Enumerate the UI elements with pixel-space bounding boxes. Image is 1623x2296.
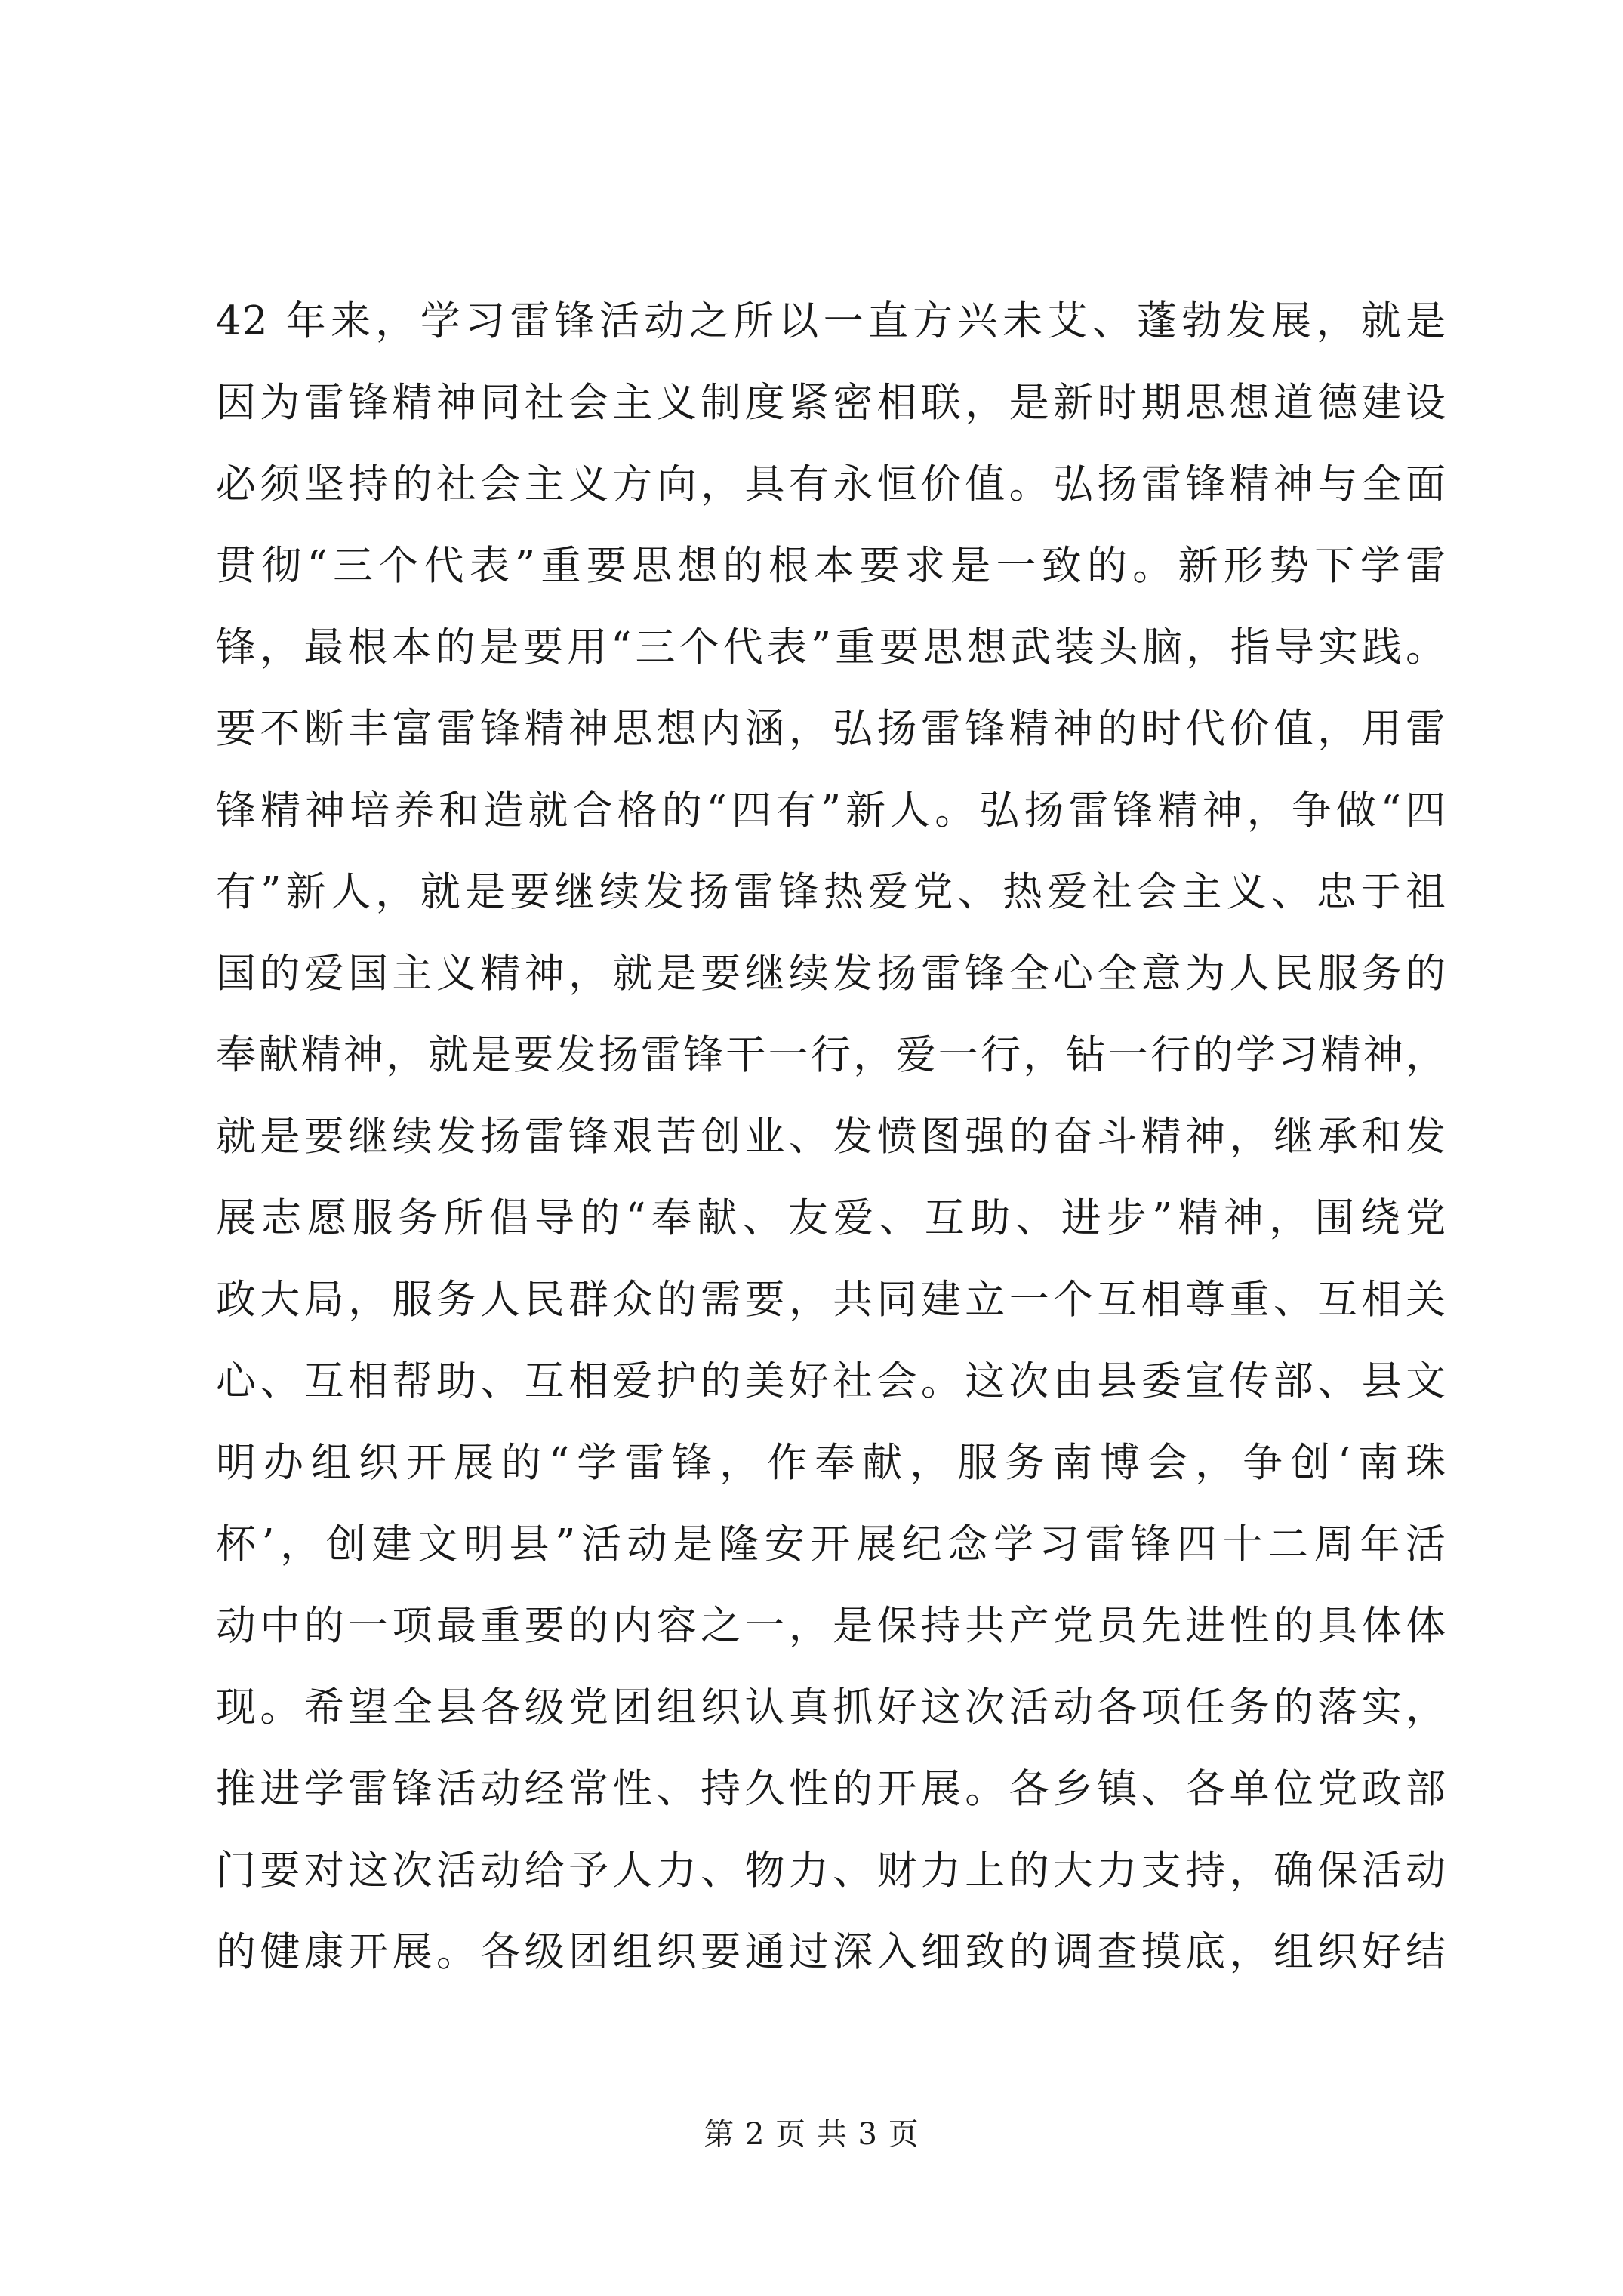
text-line: 动中的一项最重要的内容之一，是保持共产党员先进性的具体体 [216,1603,1446,1649]
body-text [216,281,1446,1993]
text-line: 现。希望全县各级党团组织认真抓好这次活动各项任务的落实， [216,1684,1446,1730]
text-line: 推进学雷锋活动经常性、持久性的开展。各乡镇、各单位党政部 [216,1766,1446,1812]
text-line: 锋精神培养和造就合格的“四有”新人。弘扬雷锋精神，争做“四 [216,787,1446,834]
text-line: 42 年来，学习雷锋活动之所以一直方兴未艾、蓬勃发展，就是 [216,298,1446,344]
text-line: 杯’，创建文明县”活动是隆安开展纪念学习雷锋四十二周年活 [216,1521,1446,1567]
text-line: 奉献精神，就是要发扬雷锋干一行，爱一行，钻一行的学习精神， [216,1032,1446,1078]
text-line: 政大局，服务人民群众的需要，共同建立一个互相尊重、互相关 [216,1277,1446,1323]
text-line: 国的爱国主义精神，就是要继续发扬雷锋全心全意为人民服务的 [216,951,1446,997]
page-number-footer: 第 2 页 共 3 页 [704,2117,919,2152]
text-line: 的健康开展。各级团组织要通过深入细致的调查摸底，组织好结 [216,1929,1446,1975]
text-line: 要不断丰富雷锋精神思想内涵，弘扬雷锋精神的时代价值，用雷 [216,706,1446,752]
text-line: 明办组织开展的“学雷锋，作奉献，服务南博会，争创‘南珠 [216,1440,1446,1486]
text-line: 有”新人，就是要继续发扬雷锋热爱党、热爱社会主义、忠于祖 [216,869,1446,915]
text-line: 贯彻“三个代表”重要思想的根本要求是一致的。新形势下学雷 [216,543,1446,589]
text-line: 锋，最根本的是要用“三个代表”重要思想武装头脑，指导实践。 [216,624,1446,670]
text-line: 门要对这次活动给予人力、物力、财力上的大力支持，确保活动 [216,1848,1446,1894]
text-line: 必须坚持的社会主义方向，具有永恒价值。弘扬雷锋精神与全面 [216,461,1446,507]
text-line: 因为雷锋精神同社会主义制度紧密相联，是新时期思想道德建设 [216,380,1446,426]
text-line: 展志愿服务所倡导的“奉献、友爱、互助、进步”精神，围绕党 [216,1195,1446,1241]
text-line: 心、互相帮助、互相爱护的美好社会。这次由县委宣传部、县文 [216,1358,1446,1404]
text-line: 就是要继续发扬雷锋艰苦创业、发愤图强的奋斗精神，继承和发 [216,1114,1446,1160]
